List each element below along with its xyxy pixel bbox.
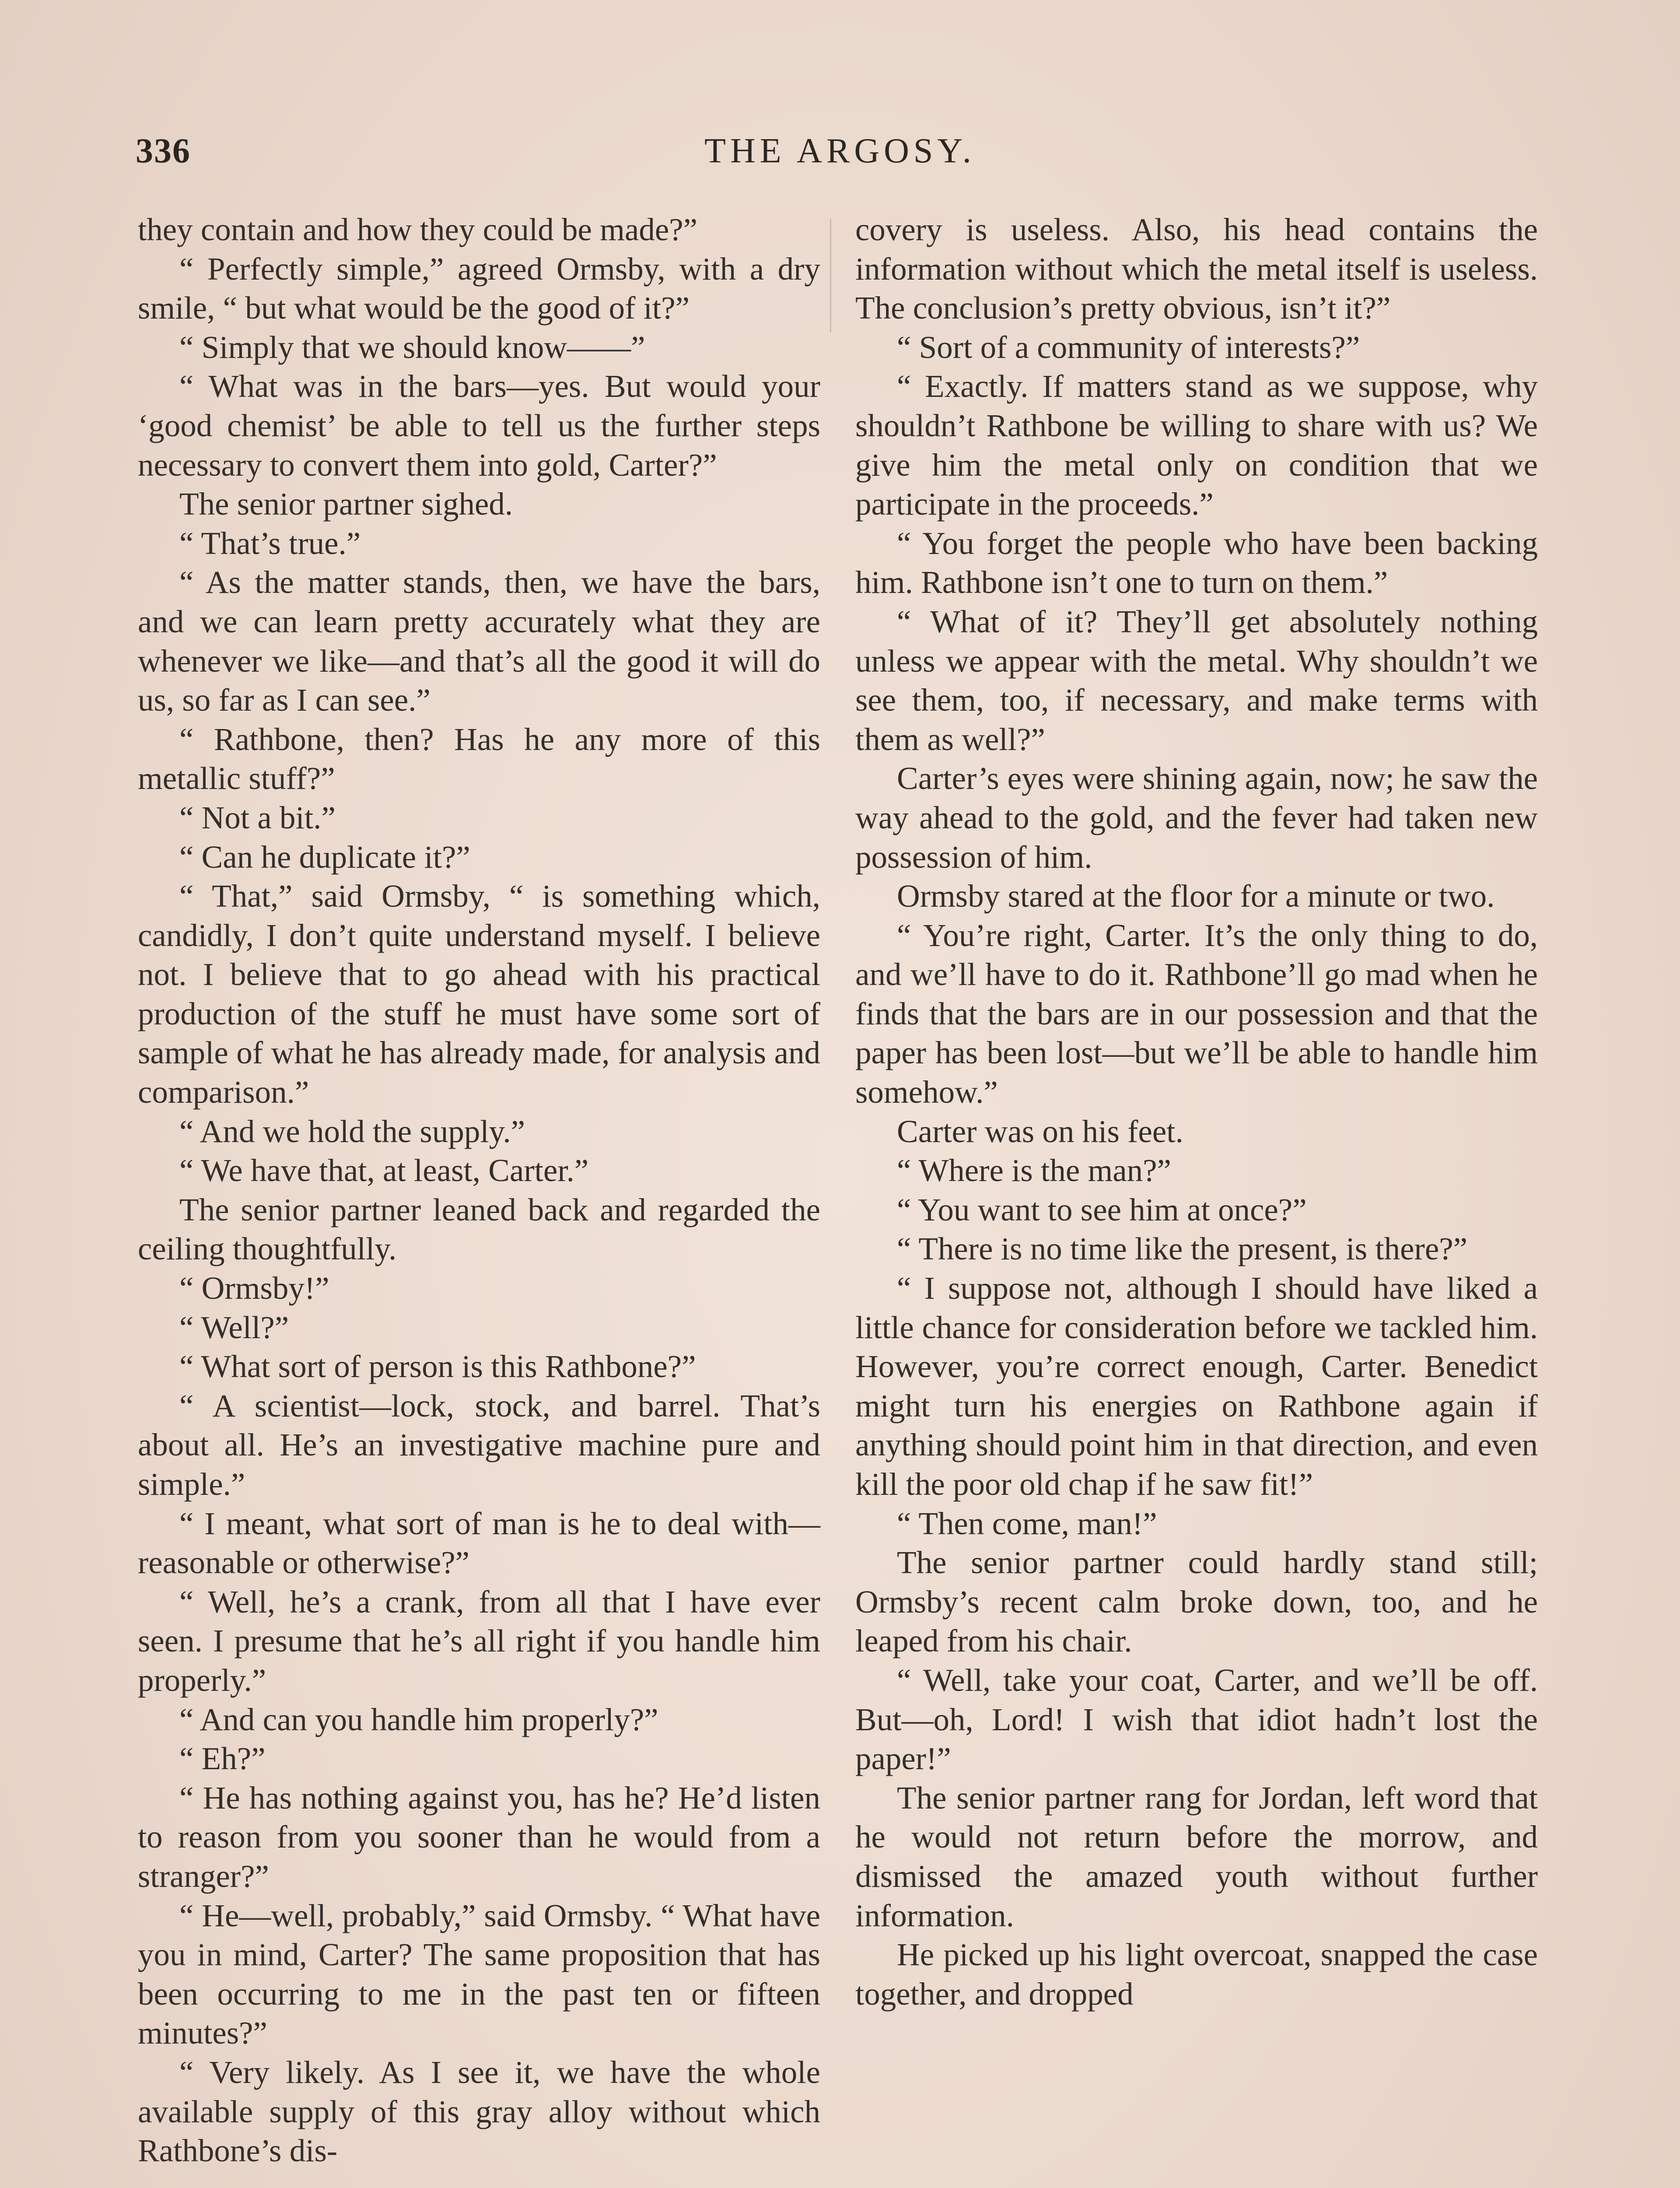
paragraph: “ Perfectly simple,” agreed Ormsby, with a dry smile, “ but what would be the good of it?” <box>138 251 820 326</box>
column-divider <box>830 219 831 333</box>
left-text-column <box>138 210 820 2170</box>
paragraph: “ Ormsby!” <box>179 1270 329 1306</box>
paragraph: “ That’s true.” <box>179 525 361 561</box>
paragraph: Ormsby stared at the floor for a minute or two. <box>897 878 1495 914</box>
paragraph: “ You’re right, Carter. It’s the only thing to do, and we’ll have to do it. Rathbone’ll go mad when he finds that the bars are in our possession and that the paper has been lost—but we’ll be able to handle him somehow.” <box>855 917 1538 1110</box>
paragraph: “ I suppose not, although I should have liked a little chance for consideration before we tackled him. However, you’re correct enough, Carter. Benedict might turn his energies on Rathbone again if anything should point him in that direction, and even kill the poor old chap if he saw fit!” <box>855 1270 1538 1502</box>
paragraph: “ What of it? They’ll get absolutely nothing unless we appear with the metal. Why shouldn’t we see them, too, if necessary, and make terms with them as well?” <box>855 603 1538 757</box>
paragraph: He picked up his light overcoat, snapped the case together, and dropped <box>855 1937 1538 2012</box>
paragraph: “ And can you handle him properly?” <box>179 1701 658 1737</box>
paragraph: “ Can he duplicate it?” <box>179 839 470 875</box>
paragraph: “ What was in the bars—yes. But would your ‘good chemist’ be able to tell us the further steps necessary to convert them into gold, Carter?” <box>138 368 820 483</box>
paragraph: “ What sort of person is this Rathbone?” <box>179 1349 696 1385</box>
paragraph: “ Where is the man?” <box>897 1153 1171 1189</box>
page-number: 336 <box>136 132 191 170</box>
running-title: THE ARGOSY. <box>704 132 976 170</box>
paragraph: Carter was on his feet. <box>897 1113 1183 1149</box>
paragraph: “ Well?” <box>179 1309 289 1345</box>
paragraph: The senior partner could hardly stand still; Ormsby’s recent calm broke down, too, and he leaped from his chair. <box>855 1545 1538 1659</box>
paragraph: “ There is no time like the present, is there?” <box>897 1231 1468 1267</box>
paragraph: “ Then come, man!” <box>897 1505 1157 1541</box>
paragraph: The senior partner leaned back and regarded the ceiling thoughtfully. <box>138 1192 820 1267</box>
paragraph: “ Simply that we should know——” <box>179 329 645 365</box>
paragraph: “ He—well, probably,” said Ormsby. “ What have you in mind, Carter? The same proposition that has been occurring to me in the past ten or fifteen minutes?” <box>138 1897 820 2051</box>
paragraph: “ Sort of a community of interests?” <box>897 329 1360 365</box>
paragraph: “ Not a bit.” <box>179 799 336 835</box>
paragraph: “ Rathbone, then? Has he any more of this metallic stuff?” <box>138 721 820 796</box>
paragraph: “ And we hold the supply.” <box>179 1113 525 1149</box>
paragraph: Carter’s eyes were shining again, now; he saw the way ahead to the gold, and the fever had taken new possession of him. <box>855 761 1538 875</box>
paragraph: covery is useless. Also, his head contains the information without which the metal itself is useless. The conclusion’s pretty obvious, isn’t it?” <box>855 212 1538 326</box>
paragraph: “ You want to see him at once?” <box>897 1192 1307 1227</box>
paragraph: “ I meant, what sort of man is he to deal with—reasonable or otherwise?” <box>138 1505 820 1581</box>
paragraph: “ A scientist—lock, stock, and barrel. That’s about all. He’s an investigative machine pure and simple.” <box>138 1388 820 1502</box>
paragraph: “ Very likely. As I see it, we have the whole available supply of this gray alloy without which Rathbone’s dis- <box>138 2054 820 2169</box>
paragraph: “ He has nothing against you, has he? He’d listen to reason from you sooner than he would from a stranger?” <box>138 1780 820 1894</box>
right-text-column <box>855 210 1538 2013</box>
paragraph: “ Eh?” <box>179 1741 266 1777</box>
paragraph: “ As the matter stands, then, we have the bars, and we can learn pretty accurately what they are whenever we like—and that’s all the good it will do us, so far as I can see.” <box>138 565 820 718</box>
paragraph: “ Well, he’s a crank, from all that I have ever seen. I presume that he’s all right if you handle him properly.” <box>138 1584 820 1698</box>
page-header <box>136 131 1544 179</box>
paragraph: The senior partner rang for Jordan, left word that he would not return before the morrow, and dismissed the amazed youth without further information. <box>855 1780 1538 1933</box>
paragraph: they contain and how they could be made?” <box>138 212 698 247</box>
paragraph: “ Well, take your coat, Carter, and we’ll be off. But—oh, Lord! I wish that idiot hadn’t lost the paper!” <box>855 1662 1538 1777</box>
paragraph: “ That,” said Ormsby, “ is something which, candidly, I don’t quite understand myself. I believe not. I believe that to go ahead with his practical production of the stuff he must have some sort of sample of what he has already made, for analysis and comparison.” <box>138 878 820 1110</box>
paragraph: “ You forget the people who have been backing him. Rathbone isn’t one to turn on them.” <box>855 525 1538 600</box>
paragraph: “ Exactly. If matters stand as we suppose, why shouldn’t Rathbone be willing to share with us? We give him the metal only on condition that we participate in the proceeds.” <box>855 368 1538 522</box>
paragraph: “ We have that, at least, Carter.” <box>179 1153 589 1189</box>
paragraph: The senior partner sighed. <box>179 486 513 522</box>
